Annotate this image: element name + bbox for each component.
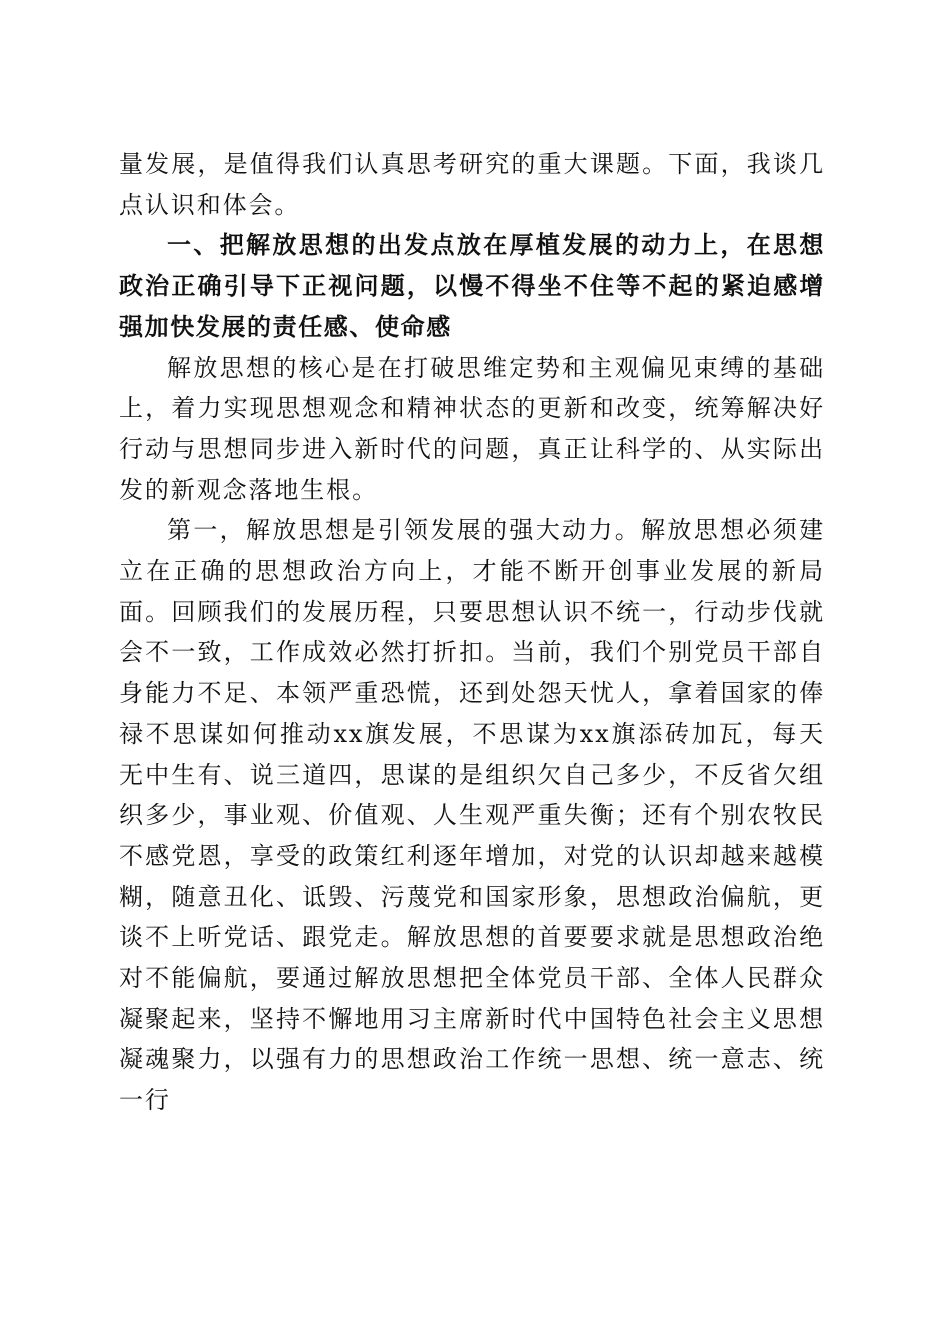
paragraph-core-of-emancipation: 解放思想的核心是在打破思维定势和主观偏见束缚的基础上，着力实现思想观念和精神状态的更新和改变，统筹解决好行动与思想同步进入新时代的问题，真正让科学的、从实际出发的新观念落地生根。 — [119, 353, 825, 504]
document-body — [119, 144, 825, 1121]
paragraph-first-point: 第一，解放思想是引领发展的强大动力。解放思想必须建立在正确的思想政治方向上，才能不断开创事业发展的新局面。回顾我们的发展历程，只要思想认识不统一，行动步伐就会不一致，工作成效必然打折扣。当前，我们个别党员干部自身能力不足、本领严重恐慌，还到处怨天忧人，拿着国家的俸禄不思谋如何推动xx旗发展，不思谋为xx旗添砖加瓦，每天无中生有、说三道四，思谋的是组织欠自己多少，不反省欠组织多少，事业观、价值观、人生观严重失衡；还有个别农牧民不感党恩，享受的政策红利逐年增加，对党的认识却越来越模糊，随意丑化、诋毁、污蔑党和国家形象，思想政治偏航，更谈不上听党话、跟党走。解放思想的首要要求就是思想政治绝对不能偏航，要通过解放思想把全体党员干部、全体人民群众凝聚起来，坚持不懈地用习主席新时代中国特色社会主义思想凝魂聚力，以强有力的思想政治工作统一思想、统一意志、统一行 — [119, 516, 825, 1115]
paragraph-continued-intro: 量发展，是值得我们认真思考研究的重大课题。下面，我谈几点认识和体会。 — [119, 150, 825, 219]
section-heading-one: 一、把解放思想的出发点放在厚植发展的动力上，在思想政治正确引导下正视问题，以慢不得坐不住等不起的紧迫感增强加快发展的责任感、使命感 — [119, 231, 825, 341]
